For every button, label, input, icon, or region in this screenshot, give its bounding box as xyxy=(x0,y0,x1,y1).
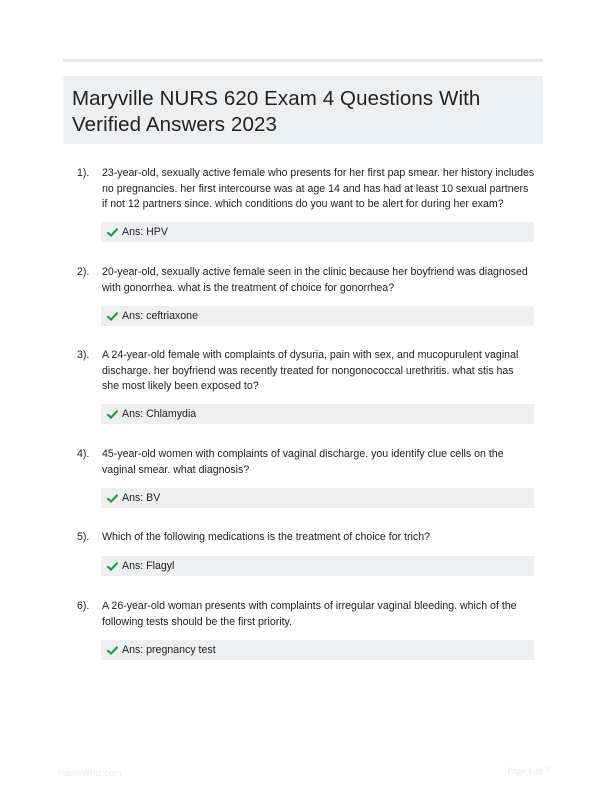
question-line: discharge. her boyfriend was recently treated for nongonococcal urethritis. what stis has xyxy=(102,364,514,377)
title-line-1: Maryville NURS 620 Exam 4 Questions With xyxy=(72,87,481,110)
answer-text: Ans: BV xyxy=(122,492,161,504)
footer-site: PaperWhiz.com xyxy=(58,768,122,778)
question-line: if not 12 partners since. which conditions do you want to be alert for during her exam? xyxy=(102,198,504,210)
checkmark-icon xyxy=(107,561,118,572)
checkmark-icon xyxy=(107,227,118,238)
question-line: 45-year-old women with complaints of vaginal discharge. you identify clue cells on the xyxy=(102,448,504,460)
question-line: with gonorrhea. what is the treatment of choice for gonorrhea? xyxy=(102,281,395,294)
question-line: no pregnancies. her first intercourse was at age 14 and has had at least 10 sexual partners xyxy=(102,182,529,195)
checkmark-icon xyxy=(107,645,118,656)
checkmark-icon xyxy=(107,493,118,504)
question-line: 23-year-old, sexually active female who presents for her first pap smear. her history includes xyxy=(102,167,535,179)
answer-text: Ans: Flagyl xyxy=(122,560,175,572)
question-line: A 24-year-old female with complaints of dysuria, pain with sex, and mucopurulent vaginal xyxy=(102,349,519,361)
question-number: 5). xyxy=(77,531,90,543)
question-line: following tests should be the first priority. xyxy=(102,615,292,628)
question-text xyxy=(102,265,540,296)
checkmark-icon xyxy=(107,409,118,420)
answer-text: Ans: pregnancy test xyxy=(122,644,216,656)
answer-box xyxy=(101,306,534,326)
question-number: 6). xyxy=(77,600,90,612)
question-text xyxy=(102,447,540,478)
answer-text: Ans: ceftriaxone xyxy=(122,310,198,322)
question-line: A 26-year-old woman presents with complaints of irregular vaginal bleeding. which of the xyxy=(102,600,517,612)
question-number: 1). xyxy=(77,167,90,179)
answer-box xyxy=(101,404,534,424)
question-line: 20-year-old, sexually active female seen in the clinic because her boyfriend was diagnosed xyxy=(102,266,528,278)
checkmark-icon xyxy=(107,311,118,322)
question-text xyxy=(102,348,540,395)
question-line: she most likely been exposed to? xyxy=(102,380,259,392)
question-line: Which of the following medications is the treatment of choice for trich? xyxy=(102,531,430,543)
answer-box xyxy=(101,222,534,242)
question-number: 4). xyxy=(77,448,90,460)
answer-box xyxy=(101,640,534,660)
question-text xyxy=(102,530,540,546)
question-number: 3). xyxy=(77,349,90,361)
answer-box xyxy=(101,488,534,508)
question-text xyxy=(102,599,540,630)
page-number: Page 1 of 7 xyxy=(507,767,551,777)
question-line: vaginal smear. what diagnosis? xyxy=(102,463,250,476)
answer-text: Ans: HPV xyxy=(122,226,168,238)
answer-text: Ans: Chlamydia xyxy=(122,408,197,420)
answer-box xyxy=(101,556,534,576)
question-text xyxy=(102,166,540,213)
title-line-2: Verified Answers 2023 xyxy=(72,113,277,136)
question-number: 2). xyxy=(77,266,90,278)
